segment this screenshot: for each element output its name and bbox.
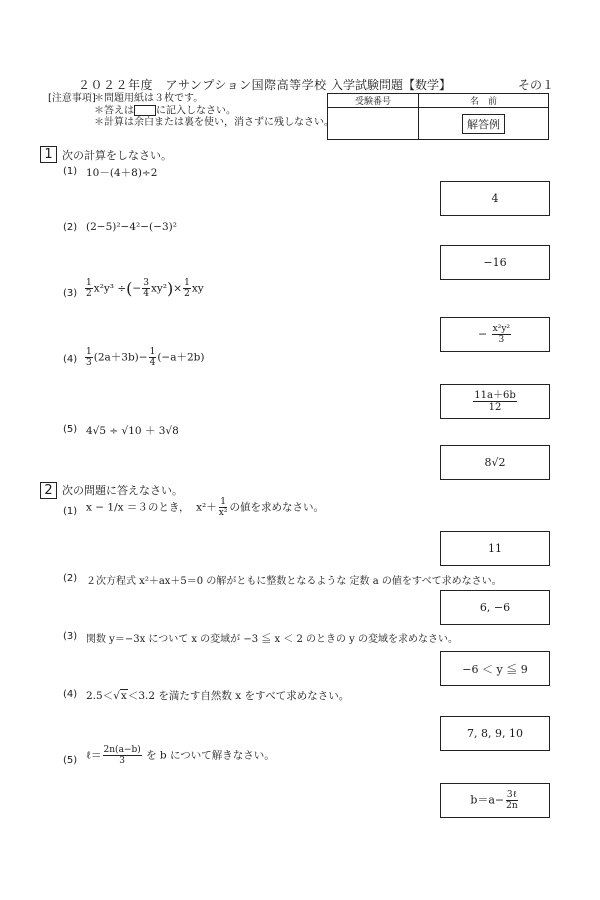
exam-title: 入学試験問題【数学】	[331, 78, 452, 92]
q1-1-num: (1)	[63, 166, 78, 177]
note-2-b: に記入しなさい。	[156, 105, 236, 117]
q1-4-part-b: (−a＋2b)	[157, 351, 205, 364]
answer-box-1-3[interactable]	[440, 317, 550, 352]
frac-one-over-x2: $\frac{1}{\text{x²}}$	[218, 497, 228, 518]
section-2-title: 次の問題に答えなさい。	[62, 484, 183, 497]
answer-box-1-1[interactable]	[440, 181, 550, 216]
q2-3-text: 関数 y＝−3x について x の変域が −3 ≦ x ＜ 2 のときの y の変域を求めなさい。	[86, 634, 459, 645]
answer-1-1: 4	[491, 192, 499, 205]
q2-5-part-a: ℓ＝	[86, 749, 102, 762]
frac-one-third: $\frac{1}{3}$	[86, 347, 92, 368]
answer-box-2-3[interactable]	[440, 651, 550, 686]
q1-4-part-a: (2a＋3b)−	[93, 351, 148, 364]
frac-half-1: $\frac{1}{2}$	[86, 278, 92, 299]
answer-blank-sample	[134, 105, 156, 116]
q1-3-text: $\frac{1}{2}$ x²y³ ÷(− $\frac{3}{4}$ xy²)× $\frac{1}{2}$ xy	[86, 278, 204, 299]
q2-2-text: ２次方程式 x²＋ax＋5＝0 の解がともに整数となるような 定数 a の値をすべて求めなさい。	[86, 576, 502, 587]
q2-3-num: (3)	[63, 631, 78, 642]
answer-2-3: −6 ＜ y ≦ 9	[462, 662, 528, 676]
q1-4-num: (4)	[63, 354, 78, 365]
q2-4-part-a: 2.5＜	[86, 690, 114, 702]
answer-1-5: 8√2	[484, 456, 506, 469]
q1-3-part-c: ×	[173, 282, 183, 295]
q2-4-num: (4)	[63, 689, 78, 700]
q2-1-num: (1)	[63, 506, 78, 517]
answer-box-2-1[interactable]	[440, 531, 550, 566]
q2-5-num: (5)	[63, 755, 78, 766]
name-cell[interactable]	[419, 108, 549, 140]
q2-5-part-b: を b について解きなさい。	[146, 749, 275, 762]
frac-2n-ab-3: $\frac{2n(a-b)}{3}$	[103, 745, 141, 766]
name-value: 解答例	[462, 114, 505, 134]
answer-box-2-5[interactable]	[440, 783, 550, 818]
section-2-number: 2	[40, 482, 57, 499]
answer-2-5: b＝a− $\frac{\text{3ℓ}}{2n}$	[470, 790, 518, 811]
note-1: ＊問題用紙は３枚です。	[94, 93, 204, 104]
notes-label: [注意事項]	[48, 93, 96, 104]
page-part: その１	[518, 78, 555, 92]
answer-1-4: $\frac{11a+6b}{12}$	[474, 390, 516, 413]
q1-5-text: 4√5 ÷ √10 ＋ 3√8	[86, 425, 179, 437]
q1-3-num: (3)	[63, 288, 78, 299]
note-2-a: ＊答えは	[94, 105, 134, 117]
answer-2-1: 11	[488, 542, 502, 555]
frac-one-quarter: $\frac{1}{4}$	[149, 347, 156, 368]
q2-1-part-a: x − 1/x ＝３のとき，	[86, 501, 190, 514]
section-1-title: 次の計算をしなさい。	[62, 149, 172, 162]
answer-box-1-4[interactable]	[440, 384, 550, 419]
frac-three-quarters: $\frac{3}{4}$	[143, 278, 149, 299]
q1-2-text: (2−5)²−4²−(−3)²	[86, 221, 177, 233]
q2-4-sqrt: x	[120, 690, 127, 702]
q2-1-part-plus: x²＋	[196, 501, 217, 514]
answer-box-2-2[interactable]	[440, 590, 550, 625]
answer-1-2: −16	[483, 256, 507, 269]
school-title: ２０２２年度 アサンプション国際高等学校	[78, 78, 327, 92]
note-3: ＊計算は余白または裏を使い，消さずに残しなさい。	[94, 117, 334, 128]
answer-box-2-4[interactable]	[440, 716, 550, 751]
q1-2-num: (2)	[63, 222, 78, 233]
answer-box-1-2[interactable]	[440, 245, 550, 280]
q2-1-part-b: の値を求めなさい。	[229, 501, 324, 514]
q1-4-text	[84, 347, 204, 368]
answer-box-1-5[interactable]	[440, 445, 550, 480]
section-1-number: 1	[40, 146, 57, 163]
answer-2-2: 6, −6	[479, 601, 511, 614]
answer-1-3: − $\frac{\text{x²y²}}{3}$	[477, 324, 511, 345]
q2-4-part-b: ＜3.2 を満たす自然数 x をすべて求めなさい。	[127, 690, 350, 702]
q2-4-text: 2.5＜√x＜3.2 を満たす自然数 x をすべて求めなさい。	[86, 690, 350, 702]
q1-3-part-d: xy	[191, 282, 204, 295]
exam-number-cell[interactable]	[328, 108, 419, 140]
frac-half-2: $\frac{1}{2}$	[184, 278, 190, 299]
q2-5-text	[86, 745, 275, 766]
q2-1-text	[86, 497, 324, 518]
q1-3-part-b: xy²	[150, 282, 168, 295]
answer-2-4: 7, 8, 9, 10	[467, 727, 523, 740]
q1-1-text: 10－(4＋8)÷2	[86, 167, 158, 179]
q2-2-num: (2)	[63, 573, 78, 584]
q1-5-num: (5)	[63, 424, 78, 435]
exam-number-label: 受験番号	[328, 94, 419, 108]
name-label: 名 前	[419, 94, 549, 108]
header-table	[327, 93, 549, 140]
q1-3-part-a: x²y³ ÷	[93, 282, 127, 295]
